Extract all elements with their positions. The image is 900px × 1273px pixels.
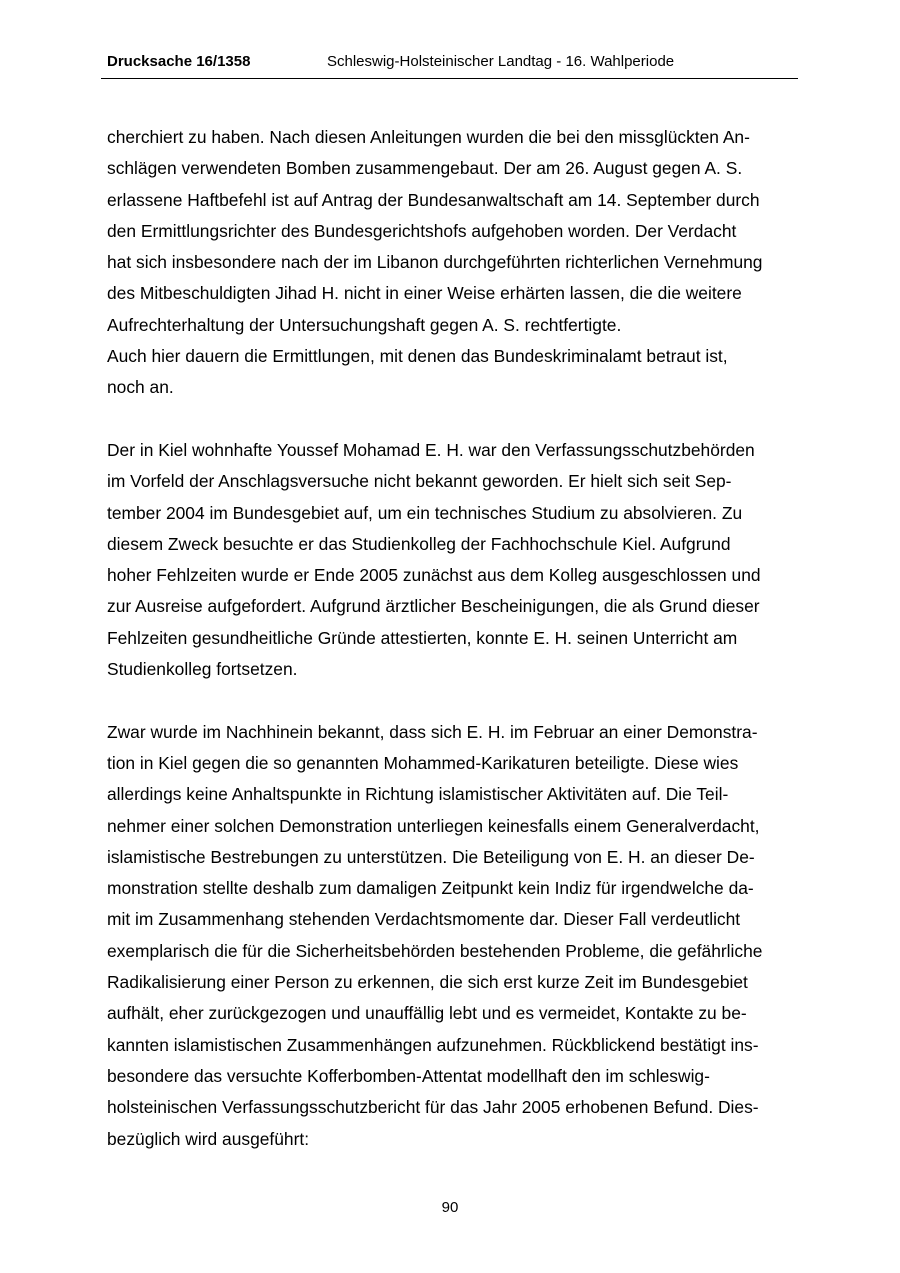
paragraph-2 — [107, 435, 807, 685]
page-number: 90 — [441, 1199, 459, 1216]
text-line: erlassene Haftbefehl ist auf Antrag der Bundesanwaltschaft am 14. September durch — [107, 189, 760, 210]
document-number: Drucksache 16/1358 — [107, 53, 251, 70]
paragraph-1 — [107, 122, 807, 404]
text-line: nehmer einer solchen Demonstration unterliegen keinesfalls einem Generalverdacht, — [107, 815, 760, 836]
text-line: Fehlzeiten gesundheitliche Gründe attestierten, konnte E. H. seinen Unterricht am — [107, 627, 738, 648]
text-line: allerdings keine Anhaltspunkte in Richtung islamistischer Aktivitäten auf. Die Teil- — [107, 784, 729, 805]
parliament-title: Schleswig-Holsteinischer Landtag - 16. Wahlperiode — [327, 53, 675, 70]
document-body — [107, 122, 807, 1155]
paragraph-3 — [107, 717, 807, 1155]
text-line: schlägen verwendeten Bomben zusammengebaut. Der am 26. August gegen A. S. — [107, 158, 743, 179]
text-line: Zwar wurde im Nachhinein bekannt, dass sich E. H. im Februar an einer Demonstra- — [107, 721, 758, 742]
text-line: cherchiert zu haben. Nach diesen Anleitungen wurden die bei den missglückten An- — [107, 127, 750, 147]
text-line: exemplarisch die für die Sicherheitsbehörden bestehenden Probleme, die gefährliche — [107, 940, 763, 961]
text-line: holsteinischen Verfassungsschutzbericht für das Jahr 2005 erhobenen Befund. Dies- — [107, 1097, 759, 1118]
text-line: Aufrechterhaltung der Untersuchungshaft gegen A. S. rechtfertigte. — [107, 314, 622, 335]
page-header — [101, 50, 798, 79]
text-line: tember 2004 im Bundesgebiet auf, um ein technisches Studium zu absolvieren. Zu — [107, 502, 743, 523]
text-line: Radikalisierung einer Person zu erkennen, die sich erst kurze Zeit im Bundesgebiet — [107, 972, 748, 993]
text-line: aufhält, eher zurückgezogen und unauffällig lebt und es vermeidet, Kontakte zu be- — [107, 1003, 747, 1024]
text-line: Auch hier dauern die Ermittlungen, mit denen das Bundeskriminalamt betraut ist, — [107, 346, 728, 367]
text-line: im Vorfeld der Anschlagsversuche nicht bekannt geworden. Er hielt sich seit Sep- — [107, 471, 732, 492]
text-line: diesem Zweck besuchte er das Studienkolleg der Fachhochschule Kiel. Aufgrund — [107, 533, 731, 554]
text-line: tion in Kiel gegen die so genannten Mohammed-Karikaturen beteiligte. Diese wies — [107, 752, 739, 773]
text-line: bezüglich wird ausgeführt: — [107, 1128, 310, 1149]
text-line: hoher Fehlzeiten wurde er Ende 2005 zunächst aus dem Kolleg ausgeschlossen und — [107, 565, 761, 586]
paragraph-spacer — [107, 685, 807, 716]
text-line: den Ermittlungsrichter des Bundesgerichtshofs aufgehoben worden. Der Verdacht — [107, 220, 737, 241]
text-line: besondere das versuchte Kofferbomben-Attentat modellhaft den im schleswig- — [107, 1065, 710, 1086]
paragraph-spacer — [107, 404, 807, 435]
text-line: mit im Zusammenhang stehenden Verdachtsmomente dar. Dieser Fall verdeutlicht — [107, 909, 741, 930]
text-line: zur Ausreise aufgefordert. Aufgrund ärztlicher Bescheinigungen, die als Grund dieser — [107, 596, 760, 617]
text-line: Studienkolleg fortsetzen. — [107, 659, 298, 680]
text-line: monstration stellte deshalb zum damaligen Zeitpunkt kein Indiz für irgendwelche da- — [107, 878, 754, 899]
text-line: des Mitbeschuldigten Jihad H. nicht in einer Weise erhärten lassen, die die weitere — [107, 283, 742, 304]
text-line: Der in Kiel wohnhafte Youssef Mohamad E. H. war den Verfassungsschutzbehörden — [107, 439, 755, 460]
text-line: hat sich insbesondere nach der im Libanon durchgeführten richterlichen Vernehmung — [107, 252, 763, 273]
text-line: kannten islamistischen Zusammenhängen aufzunehmen. Rückblickend bestätigt ins- — [107, 1034, 759, 1055]
text-line: islamistische Bestrebungen zu unterstützen. Die Beteiligung von E. H. an dieser De- — [107, 846, 755, 867]
text-line: noch an. — [107, 377, 174, 398]
